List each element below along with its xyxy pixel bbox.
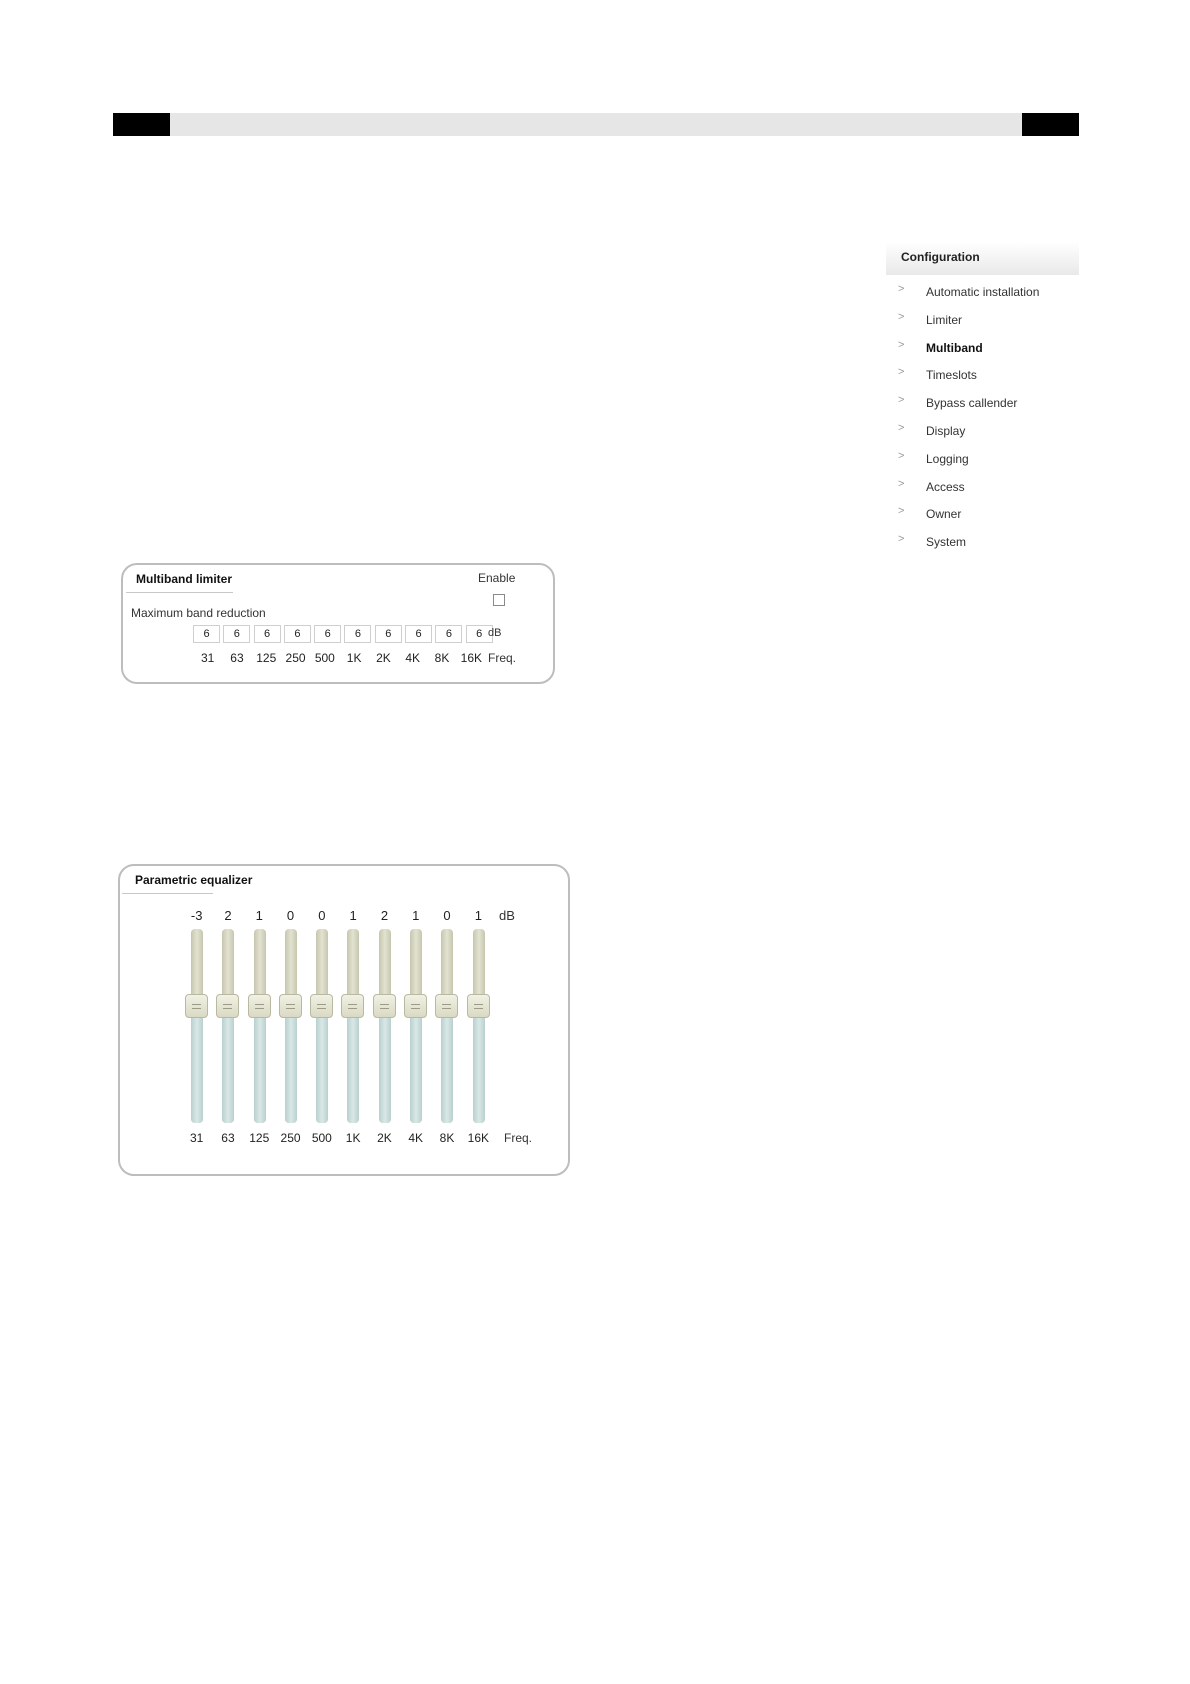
chevron-right-icon: > [898,310,905,323]
eq-gain-values [181,908,494,923]
eq-gain-value: 2 [224,908,232,923]
frequency-label: 250 [285,651,306,665]
eq-gain-value: 1 [349,908,357,923]
frequency-label: 500 [311,1131,332,1145]
chevron-right-icon: > [898,477,905,490]
eq-slider-4k[interactable] [400,929,431,1123]
frequency-label: 1K [345,1131,361,1145]
band-reduction-input-125[interactable]: 6 [254,625,281,643]
eq-gain-value: 0 [443,908,451,923]
frequency-label: 16K [467,1131,489,1145]
band-reduction-input-63[interactable]: 6 [223,625,250,643]
chevron-right-icon: > [898,449,905,462]
title-underline [122,893,213,894]
band-reduction-input-2k[interactable]: 6 [375,625,402,643]
band-reduction-input-250[interactable]: 6 [284,625,311,643]
frequency-label: 16K [460,651,482,665]
eq-slider-1k[interactable] [337,929,368,1123]
chevron-right-icon: > [898,421,905,434]
eq-slider-31[interactable] [181,929,212,1123]
frequency-label: 500 [314,651,335,665]
chevron-right-icon: > [898,366,905,379]
eq-slider-125[interactable] [244,929,275,1123]
slider-fill [191,1015,203,1123]
configuration-title: Configuration [901,250,980,264]
band-reduction-inputs [193,625,496,643]
eq-slider-250[interactable] [275,929,306,1123]
db-unit-label: dB [488,627,502,639]
title-underline [126,592,233,593]
eq-slider-16k[interactable] [463,929,494,1123]
eq-gain-value: 1 [412,908,420,923]
eq-slider-500[interactable] [306,929,337,1123]
frequency-label: 8K [434,651,450,665]
slider-handle[interactable] [467,994,490,1018]
frequency-label: 125 [256,651,277,665]
eq-gain-value: -3 [190,908,203,923]
max-band-reduction-label: Maximum band reduction [131,606,266,620]
slider-fill [379,1015,391,1123]
slider-fill [285,1015,297,1123]
menu-item-label: Automatic installation [926,285,1040,299]
frequency-label: 125 [249,1131,270,1145]
frequency-label: 2K [377,1131,392,1145]
eq-gain-value: 0 [286,908,295,923]
frequency-label: 1K [346,651,362,665]
freq-axis-label: Freq. [488,651,517,665]
slider-handle[interactable] [341,994,364,1018]
slider-handle[interactable] [435,994,458,1018]
frequency-label: 250 [280,1131,301,1145]
multiband-limiter-panel [121,563,555,684]
enable-checkbox[interactable] [493,594,505,606]
chevron-right-icon: > [898,283,905,295]
configuration-header [886,242,1079,275]
slider-fill [441,1015,453,1123]
eq-gain-value: 0 [318,908,326,923]
panel-title: Parametric equalizer [135,873,253,887]
frequency-label: 63 [230,651,244,665]
frequency-label: 31 [200,651,215,665]
menu-item-label: Owner [926,507,962,522]
slider-fill [473,1015,485,1123]
slider-handle[interactable] [216,994,239,1018]
band-reduction-input-4k[interactable]: 6 [405,625,432,643]
frequency-label: 4K [405,651,421,665]
menu-item-label: Limiter [926,312,963,327]
header-bar [113,113,1079,136]
slider-fill [410,1015,422,1123]
slider-handle[interactable] [185,994,208,1018]
chevron-right-icon: > [898,505,905,518]
frequency-label: 4K [408,1131,424,1145]
freq-axis-label: Freq. [504,1131,533,1145]
frequency-label: 63 [221,1131,235,1145]
menu-item-label: Timeslots [926,368,977,383]
menu-item-label: Display [926,423,966,438]
slider-handle[interactable] [404,994,427,1018]
slider-handle[interactable] [310,994,333,1018]
slider-fill [316,1015,328,1123]
slider-fill [222,1015,234,1123]
db-unit-label: dB [499,908,515,923]
menu-item-label: Bypass callender [926,396,1018,411]
band-reduction-input-8k[interactable]: 6 [435,625,462,643]
frequency-label: 2K [376,651,391,665]
menu-item-label: Multiband [926,340,983,355]
band-reduction-input-31[interactable]: 6 [193,625,220,643]
eq-slider-8k[interactable] [431,929,462,1123]
enable-label: Enable [478,571,516,585]
slider-fill [254,1015,266,1123]
frequency-labels [181,1131,494,1145]
chevron-right-icon: > [898,338,905,351]
eq-gain-value: 1 [474,908,482,923]
band-reduction-input-500[interactable]: 6 [314,625,341,643]
eq-slider-63[interactable] [212,929,243,1123]
panel-title: Multiband limiter [136,572,232,586]
header-block-left [113,113,170,136]
slider-handle[interactable] [279,994,302,1018]
slider-fill [347,1015,359,1123]
slider-handle[interactable] [248,994,271,1018]
band-reduction-input-16k[interactable]: 6 [466,625,493,643]
header-block-right [1022,113,1079,136]
menu-item-label: System [926,535,967,550]
frequency-label: 8K [439,1131,455,1145]
eq-sliders [181,929,494,1123]
slider-handle[interactable] [373,994,396,1018]
eq-gain-value: 2 [380,908,389,923]
menu-item-label: Logging [926,451,969,466]
eq-slider-2k[interactable] [369,929,400,1123]
chevron-right-icon: > [898,533,905,546]
frequency-labels [193,651,486,665]
menu-item-label: Access [926,479,965,494]
band-reduction-input-1k[interactable]: 6 [344,625,371,643]
chevron-right-icon: > [898,394,905,407]
parametric-equalizer-panel [118,864,570,1176]
frequency-label: 31 [189,1131,204,1145]
eq-gain-value: 1 [255,908,263,923]
